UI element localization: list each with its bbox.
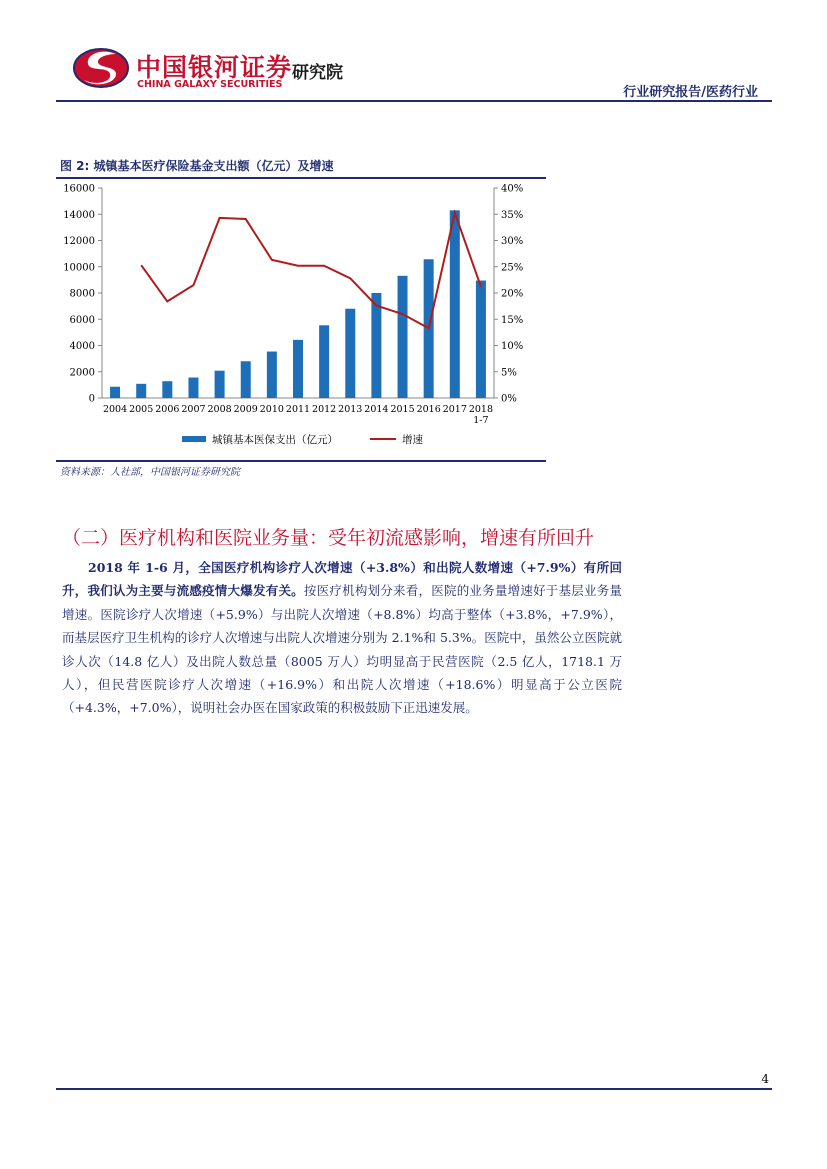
left-tick-label: 12000 <box>63 236 95 247</box>
left-tick-label: 0 <box>88 393 95 405</box>
left-tick-label: 8000 <box>69 288 95 300</box>
bar <box>267 352 277 398</box>
x-tick-label: 1-7 <box>473 415 489 426</box>
legend-line-label: 增速 <box>402 434 423 446</box>
section-heading: （二）医疗机构和医院业务量：受年初流感影响，增速有所回升 <box>62 527 595 549</box>
x-tick-label: 2004 <box>102 404 128 415</box>
x-tick-label: 2012 <box>312 404 337 415</box>
bar <box>319 325 329 398</box>
footer-divider <box>56 1088 772 1090</box>
figure-title: 图 2: 城镇基本医疗保险基金支出额（亿元）及增速 <box>60 159 334 173</box>
legend-bar-label: 城镇基本医保支出（亿元） <box>212 434 338 446</box>
right-tick-label: 10% <box>501 341 524 352</box>
left-tick-label: 2000 <box>69 367 95 379</box>
x-tick-label: 2015 <box>390 404 415 415</box>
x-tick-label: 2007 <box>181 404 206 415</box>
right-tick-label: 5% <box>501 367 517 379</box>
bar <box>345 309 355 398</box>
right-tick-label: 35% <box>501 209 524 221</box>
x-tick-label: 2009 <box>233 404 258 415</box>
bar <box>136 384 146 398</box>
left-tick-label: 16000 <box>63 183 95 195</box>
x-tick-label: 2005 <box>129 404 154 415</box>
left-tick-label: 4000 <box>69 341 95 352</box>
right-tick-label: 0% <box>501 393 517 405</box>
left-tick-label: 6000 <box>69 314 95 326</box>
x-tick-label: 2010 <box>259 404 284 415</box>
bar <box>371 293 381 398</box>
x-tick-label: 2013 <box>338 404 363 415</box>
bar <box>215 371 225 398</box>
x-tick-label: 2016 <box>416 404 441 415</box>
x-tick-label: 2014 <box>364 404 389 415</box>
chart-legend <box>182 433 423 446</box>
brand-name-en: CHINA GALAXY SECURITIES <box>137 79 283 90</box>
right-tick-label: 15% <box>501 314 524 326</box>
right-tick-label: 25% <box>501 262 524 274</box>
body-detail-text: 按医疗机构划分来看，医院的业务量增速好于基层业务量增速。医院诊疗人次增速（+5.9%）与出院人次增速（+8.8%）均高于整体（+3.8%，+7.9%），而基层医疗卫生机构的诊疗人次增速与出院人次增速分别为 2.1%和 5.3%。医院中，虽然公立医院就诊人次（14.8 亿人）及出院人数总量（8005 万人）均明显高于民营医院（2.5 亿人，1718.1 万人），但民营医院诊疗人次增速（+16.9%）和出院人次增速（+18.6%）明显高于公立医院（+4.3%，+7.0%），说明社会办医在国家政策的积极鼓励下正迅速发展。 <box>62 583 622 716</box>
left-tick-label: 14000 <box>63 209 95 221</box>
brand-name-cn: 中国银河证券 <box>136 53 293 82</box>
figure-source: 资料来源：人社部，中国银河证券研究院 <box>60 467 240 478</box>
body-lead-sentence: 2018 年 1-6 月，全国医疗机构诊疗人次增速（+3.8%）和出院人数增速（+7.9%）有所回升，我们认为主要与流感疫情大爆发有关。 <box>62 560 622 599</box>
legend-bar-swatch <box>182 436 206 442</box>
x-tick-label: 2008 <box>207 404 232 415</box>
body-paragraph <box>62 556 622 720</box>
x-tick-label: 2006 <box>155 404 180 415</box>
expenditure-chart <box>56 178 546 460</box>
x-tick-label: 2018 <box>468 404 494 415</box>
institute-label: 研究院 <box>292 63 343 83</box>
bar <box>293 340 303 398</box>
bar <box>398 276 408 398</box>
bar <box>241 361 251 398</box>
figure-bottom-divider <box>56 460 546 462</box>
right-tick-label: 40% <box>501 183 524 195</box>
right-tick-label: 30% <box>501 236 524 247</box>
right-tick-label: 20% <box>501 288 524 300</box>
report-type-label: 行业研究报告/医药行业 <box>623 85 758 100</box>
bar <box>476 281 486 398</box>
page-number: 4 <box>761 1072 769 1086</box>
chart-bars <box>110 210 486 398</box>
x-tick-label: 2011 <box>285 404 311 415</box>
bar <box>450 210 460 398</box>
bar <box>110 387 120 398</box>
bar <box>188 378 198 398</box>
bar <box>162 381 172 398</box>
x-tick-label: 2017 <box>442 404 467 415</box>
galaxy-logo-icon <box>72 44 132 90</box>
left-tick-label: 10000 <box>63 262 95 274</box>
header-divider <box>56 100 772 102</box>
